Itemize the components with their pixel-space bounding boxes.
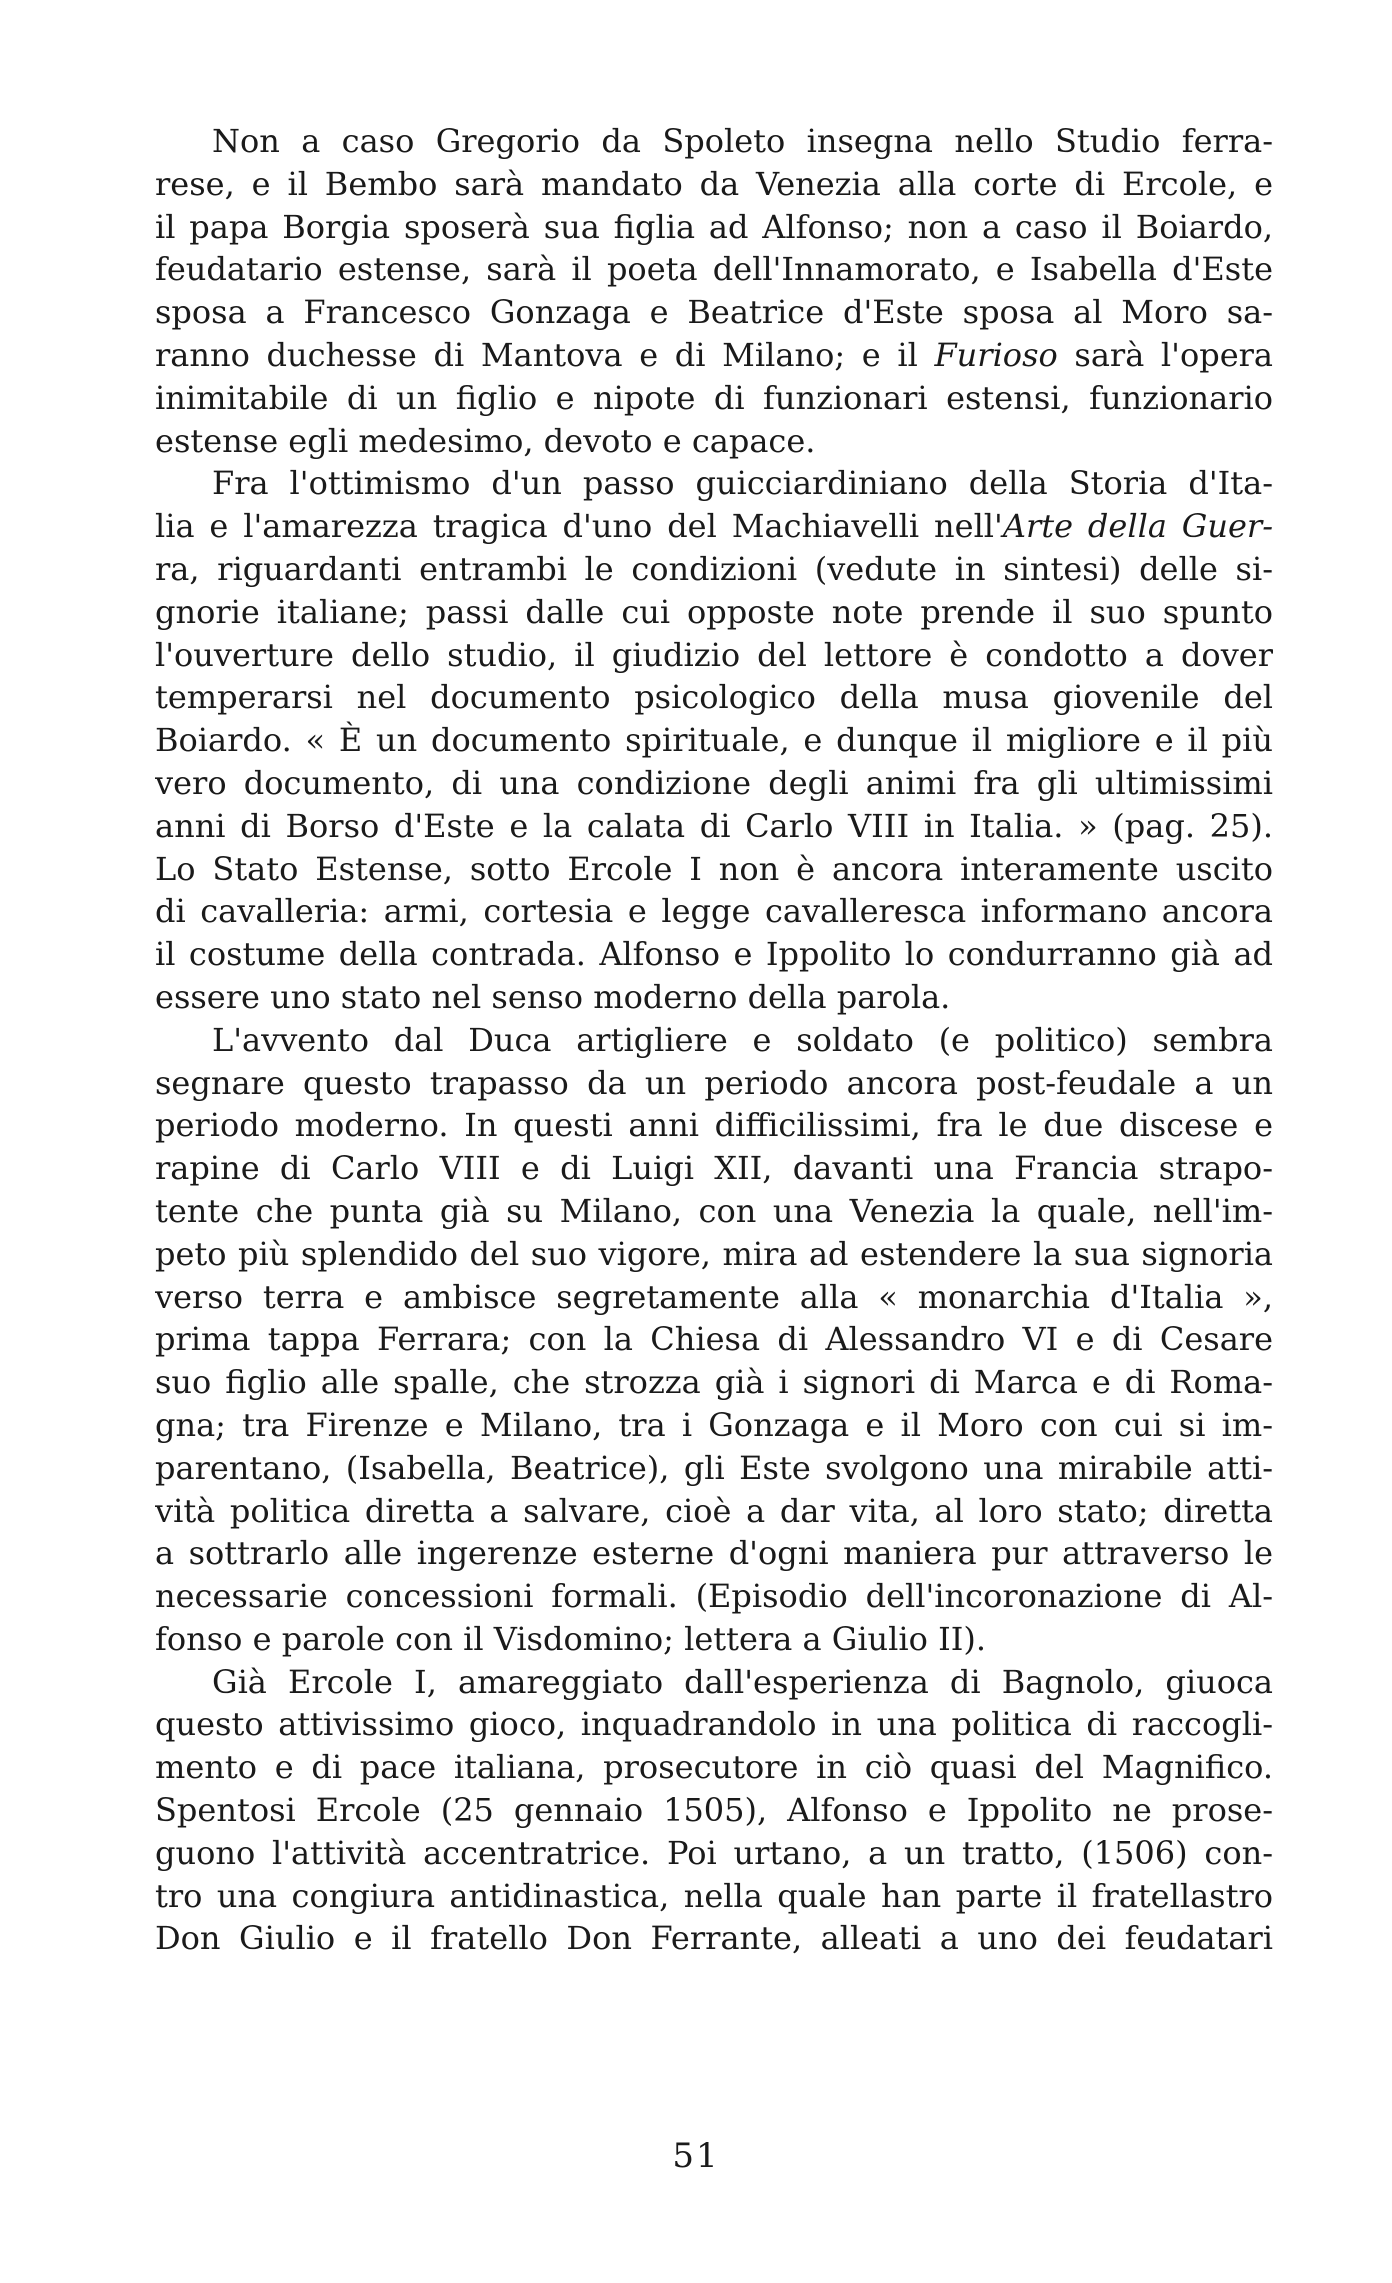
text-line: a sottrarlo alle ingerenze esterne d'ogni maniera pur attraverso le <box>155 1534 1273 1573</box>
text-line: vero documento, di una condizione degli animi fra gli ultimissimi <box>155 763 1273 802</box>
text-line: rese, e il Bembo sarà mandato da Venezia alla corte di Ercole, e <box>155 164 1273 203</box>
text-line: necessarie concessioni formali. (Episodio dell'incoronazione di Al- <box>155 1577 1273 1616</box>
text-line: Spentosi Ercole (25 gennaio 1505), Alfonso e Ippolito ne prose- <box>155 1791 1273 1830</box>
text-line: Boiardo. « È un documento spirituale, e dunque il migliore e il più <box>155 721 1273 760</box>
text-line: Non a caso Gregorio da Spoleto insegna nello Studio ferra- <box>212 122 1273 160</box>
body-text <box>155 120 1273 1960</box>
text-line: gnorie italiane; passi dalle cui opposte note prende il suo spunto <box>155 592 1273 631</box>
text-line: il papa Borgia sposerà sua figlia ad Alfonso; non a caso il Boiardo, <box>155 207 1273 246</box>
text-line: verso terra e ambisce segretamente alla « monarchia d'Italia », <box>155 1277 1273 1316</box>
text-line: peto più splendido del suo vigore, mira ad estendere la sua signoria <box>155 1234 1273 1273</box>
text-line: l'ouverture dello studio, il giudizio del lettore è condotto a dover <box>155 635 1273 674</box>
text-line: Già Ercole I, amareggiato dall'esperienza di Bagnolo, giuoca <box>212 1662 1273 1701</box>
text-line: inimitabile di un figlio e nipote di funzionari estensi, funzionario <box>155 378 1273 417</box>
text-line: Fra l'ottimismo d'un passo guicciardiniano della Storia d'Ita- <box>212 464 1273 503</box>
text-line: mento e di pace italiana, prosecutore in ciò quasi del Magnifico. <box>155 1748 1273 1787</box>
text-line: fonso e parole con il Visdomino; lettera a Giulio II). <box>155 1619 986 1658</box>
text-line: questo attivissimo gioco, inquadrandolo in una politica di raccogli- <box>155 1705 1273 1744</box>
text-line <box>155 334 1273 377</box>
text-line: gna; tra Firenze e Milano, tra i Gonzaga e il Moro con cui si im- <box>155 1405 1273 1444</box>
text-line: temperarsi nel documento psicologico della musa giovenile del <box>155 678 1273 717</box>
text-line: prima tappa Ferrara; con la Chiesa di Alessandro VI e di Cesare <box>155 1320 1273 1359</box>
text-line: parentano, (Isabella, Beatrice), gli Este svolgono una mirabile atti- <box>155 1448 1273 1487</box>
text-line <box>155 505 1273 548</box>
text-line: Lo Stato Estense, sotto Ercole I non è ancora interamente uscito <box>155 849 1273 888</box>
text-line: tente che punta già su Milano, con una Venezia la quale, nell'im- <box>155 1191 1273 1230</box>
text-line: segnare questo trapasso da un periodo ancora post-feudale a un <box>155 1063 1273 1102</box>
text-line: ra, riguardanti entrambi le condizioni (vedute in sintesi) delle si- <box>155 549 1273 588</box>
text-line: vità politica diretta a salvare, cioè a dar vita, al loro stato; diretta <box>155 1491 1273 1530</box>
text-line: periodo moderno. In questi anni difficilissimi, fra le due discese e <box>155 1106 1273 1145</box>
text-line: feudatario estense, sarà il poeta dell'Innamorato, e Isabella d'Este <box>155 250 1273 289</box>
text-line: estense egli medesimo, devoto e capace. <box>155 421 816 460</box>
text-segment: lia e l'amarezza tragica d'uno del Machiavelli nell' <box>155 507 1003 546</box>
text-line: essere uno stato nel senso moderno della parola. <box>155 977 951 1016</box>
text-line: guono l'attività accentratrice. Poi urtano, a un tratto, (1506) con- <box>155 1833 1273 1872</box>
italic-title: Furioso <box>934 335 1058 374</box>
text-line: rapine di Carlo VIII e di Luigi XII, davanti una Francia strapo- <box>155 1149 1273 1188</box>
page-number: 51 <box>672 2136 720 2176</box>
text-segment: sarà l'opera <box>1057 335 1273 374</box>
text-line: il costume della contrada. Alfonso e Ippolito lo condurranno già ad <box>155 935 1273 974</box>
text-segment: ranno duchesse di Mantova e di Milano; e il <box>155 335 935 374</box>
text-line: di cavalleria: armi, cortesia e legge cavalleresca informano ancora <box>155 892 1273 931</box>
italic-title: Arte della Guer- <box>1002 507 1273 546</box>
text-line: suo figlio alle spalle, che strozza già i signori di Marca e di Roma- <box>155 1363 1273 1402</box>
text-line: sposa a Francesco Gonzaga e Beatrice d'Este sposa al Moro sa- <box>155 293 1273 332</box>
text-line: L'avvento dal Duca artigliere e soldato (e politico) sembra <box>212 1020 1273 1059</box>
text-line: Don Giulio e il fratello Don Ferrante, alleati a uno dei feudatari <box>155 1919 1273 1958</box>
text-line: tro una congiura antidinastica, nella quale han parte il fratellastro <box>155 1876 1273 1915</box>
text-line: anni di Borso d'Este e la calata di Carlo VIII in Italia. » (pag. 25). <box>155 806 1273 845</box>
